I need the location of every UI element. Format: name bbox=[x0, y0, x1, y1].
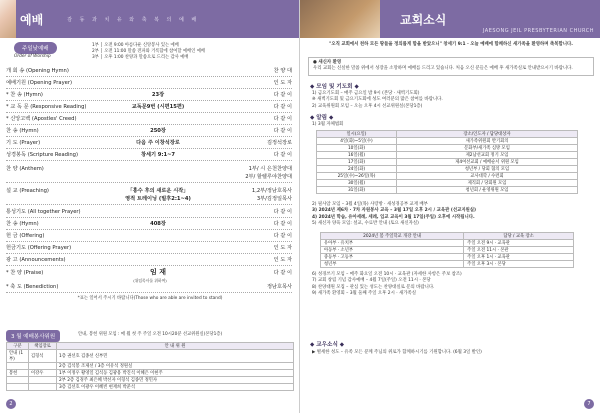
sunday-school-table bbox=[320, 232, 574, 268]
table-row: 24일(화) 청년부 / 당회 협의 모임 bbox=[317, 166, 578, 173]
table-row: 2부 2층 김경주 최은혜 박선자 이형석 김종민 정민자 bbox=[7, 377, 294, 384]
worship-row: * 교 독 문 (Responsive Reading) 교독문9번 (시편15편) 다 같 이 bbox=[6, 102, 292, 113]
worship-row: * 찬 양 (Praise) 임 재 다 같 이 bbox=[6, 268, 292, 277]
meetings-list bbox=[312, 91, 594, 110]
servant-note: 안내, 봉헌 위원 모임 : 매 월 첫 주 주일 오전 10시20분 선교위원실(본당1층) bbox=[78, 332, 223, 337]
worship-times bbox=[92, 43, 292, 61]
table-header-row: 일시(요일) 장소/인도자 / 담당대상자 bbox=[317, 131, 578, 138]
members-text: ▶ 별세한 성도 – 유족 모든 분께 주님의 위로가 함께하시기를 기원합니다. (6월 3일 발인) bbox=[312, 350, 482, 355]
list-item: ※ 새벽기도회 및 금요기도회에 성도 여러분의 많은 참여를 바랍니다. bbox=[312, 97, 443, 103]
table-row: 3층 김선호 이광우 이혜빈 현재희 박준석 bbox=[7, 384, 294, 391]
time-1: 1부 │ 오전 9:00 아름다운 신앙봉사 있는 예배 bbox=[92, 43, 179, 48]
list-item: 6) 성경쓰기 모임 – 매주 화요일 오전 10시 · 교육관 (자세한 사항은 주보 참조) bbox=[312, 272, 462, 277]
table-row: 봉헌 이강우 1부 이정우 황영일 김석동 김광용 박진석 이혜은 이현주 bbox=[7, 370, 294, 377]
worship-row: * 찬 송 (Hymn) 23장 다 같 이 bbox=[6, 90, 292, 101]
worship-row: 예배기원 (Opening Prayer) 인 도 자 bbox=[6, 78, 292, 89]
worship-row: 설 교 (Preaching) 「홍수 후의 새로운 시작」 1,2부/정남호목사 bbox=[6, 187, 292, 194]
left-header bbox=[0, 0, 299, 38]
notice-list bbox=[312, 202, 594, 227]
table-row: 17일(화) 제4여선교회 / 예배순서 위원 모임 bbox=[317, 159, 578, 166]
list-item: 8) 찬양대원 모집 – 관심 있는 성도는 찬양대실로 문의 바랍니다. bbox=[312, 284, 435, 290]
worship-row: 개 회 송 (Opening Hymn) 찬 양 대 bbox=[6, 66, 292, 77]
list-item: 2) 교육위원회 모임 – 오늘 오후 4시 선교위원실(본당1층) bbox=[312, 103, 423, 109]
worship-row: 영적 트레이닝 (빌후2:1~4) 3부/김정일목사 bbox=[6, 194, 292, 205]
table-row: 청년부 주일 오후 3시 · 본당 bbox=[321, 261, 574, 268]
page-title: 교회소식 bbox=[400, 12, 447, 27]
worship-row: * 신앙고백 (Apostles' Creed) 다 같 이 bbox=[6, 114, 292, 125]
servant-pill: 3 월 예배봉사위원 bbox=[6, 330, 60, 342]
table-header-row: 2024년 봄 주일학교 개강 안내 담당 / 교육 장소 bbox=[321, 233, 574, 240]
table-row: 아동부 · 소년부 주일 오전 11시 · 본관 bbox=[321, 247, 574, 254]
table-row: 16일(월) 제2남선교회 정기 모임 bbox=[317, 152, 578, 159]
page-number: 2 bbox=[6, 399, 16, 409]
right-header bbox=[300, 0, 600, 38]
notice-list-2 bbox=[312, 272, 594, 297]
table-row: 25일(수)~26일(목) 교사대학 / 수련회 bbox=[317, 173, 578, 180]
worship-row: 헌금기도 (Offering Prayer) 인 도 자 bbox=[6, 243, 292, 254]
worship-row: 찬 양 (Anthem) 1부/ 시 은천찬양대 bbox=[6, 165, 292, 172]
list-item: 9) 새가족 환영회 – 3월 둘째 주일 오후 2시 · 새가족실 bbox=[312, 290, 416, 296]
praise-note: (위임목사를 위하여) bbox=[133, 278, 167, 283]
time-2: 2부 │ 오전 11:00 말씀 전파와 거룩함에 참여할 예배인 예배 bbox=[92, 49, 206, 54]
table-row: 2층 김석봉 조제선 / 3층 이유석 정원실 bbox=[7, 363, 294, 370]
notice-sub: 1) 3월 자체법회 bbox=[312, 122, 344, 127]
worship-row: 기 도 (Prayer) 다음 주 이창석장로 김정석장로 bbox=[6, 138, 292, 149]
section-meetings: ◆ 모임 및 기도회 ◆ bbox=[310, 84, 359, 90]
order-label: Order of Worship bbox=[14, 54, 51, 59]
table-row: 중등부 · 고등부 주일 오후 1시 · 교육관 bbox=[321, 254, 574, 261]
news-label: ● 새신자 환영 bbox=[313, 60, 342, 65]
page-subtitle: 감 동 과 치 유 와 축 복 의 예 배 bbox=[67, 16, 200, 23]
right-page bbox=[300, 0, 600, 413]
news-text: 우리 교회는 신실한 말씀 위에서 성장을 소망하며 예배를 드리고 있습니다. 처음 오신 분들은 예배 후 새가족실로 안내받으시기 바랍니다. bbox=[313, 66, 573, 72]
intro-verse: "오직 교회에서 천하 모든 땅들을 정의롭게 함을 받았으니" 창세기 9:1 · 오늘 예배에 함께하신 새가족을 환영하며 축복합니다. bbox=[329, 42, 573, 47]
worship-row: 찬 송 (Hymn) 250장 다 같 이 bbox=[6, 126, 292, 137]
servant-table bbox=[6, 342, 294, 391]
worship-row: 헌 금 (Offering) 다 같 이 bbox=[6, 231, 292, 242]
standing-footnote: *표는 일어서 주시기 바랍니다(Those who are able are invited to stand) bbox=[77, 296, 223, 301]
page-title: 예배 bbox=[20, 12, 44, 27]
worship-row: * 축 도 (Benediction) 정남호목사 bbox=[6, 282, 292, 293]
newcomer-box bbox=[308, 57, 594, 76]
table-row: 4일(화)~5일(수) 새가족위원회 반기회의 bbox=[317, 138, 578, 145]
list-item: 4) 2024년 학습, 유아세례, 세례, 입교 교육이 3월 17일(주일) 오후에 시작됩니다. bbox=[312, 214, 475, 220]
table-row: 30일(월) 제직회 / 당회원 모임 bbox=[317, 180, 578, 187]
church-name: JAESONG JEIL PRESBYTERIAN CHURCH bbox=[482, 28, 594, 34]
schedule-table bbox=[316, 130, 578, 194]
page-number: 7 bbox=[584, 399, 594, 409]
table-header-row: 구분 책임장로 안 내 위 원 bbox=[7, 343, 294, 350]
table-row: 유아부 · 유치부 주일 오전 9시 · 교육관 bbox=[321, 240, 574, 247]
table-row: 안내 (1부) 김형석 1층 권선호 김종선 신부민 bbox=[7, 350, 294, 363]
section-members: ◆ 교우소식 ◆ bbox=[310, 342, 345, 348]
time-3: 3부 │ 오후 1:00 찬양과 말씀으로 드리는 감사 예배 bbox=[92, 55, 189, 60]
worship-pill: 주일낮예배 bbox=[14, 42, 57, 54]
list-item: 2) 필사암 모임 – 3월 4일(목) 사랑방 · 새성경공부 교재 배부 bbox=[312, 202, 428, 207]
worship-row: 찬 송 (Hymn) 408장 다 같 이 bbox=[6, 219, 292, 230]
list-item: 5) 새신자 양육 모임: 설교, 수료반 안내 (토요 새신자실) bbox=[312, 220, 419, 226]
list-item: 1) 금요기도회 – 매주 금요일 밤 9시 (본당 · 새벽기도회) bbox=[312, 91, 420, 96]
worship-row: 광 고 (Announcements) 인 도 자 bbox=[6, 255, 292, 266]
section-notice: ◆ 알림 ◆ bbox=[310, 115, 334, 121]
worship-row: 2부/ 할렐루야찬양대 bbox=[6, 172, 292, 183]
worship-row: 성경봉독 (Scripture Reading) 창세기 9:1~7 다 같 이 bbox=[6, 150, 292, 161]
table-row: 31일(화) 청년회 / 운영위원 모임 bbox=[317, 187, 578, 194]
list-item: 7) 교회 창립 기념 감사예배 – 4월 7일(주일) 오전 11시 · 본당 bbox=[312, 278, 431, 284]
table-row: 10일(화) 문화부/새가족 심방 모임 bbox=[317, 145, 578, 152]
header-photo bbox=[300, 0, 380, 38]
worship-row: 통성기도 (All together Prayer) 다 같 이 bbox=[6, 207, 292, 218]
list-item: 3) 2024년 제6차 · 7차 자원봉사 교육 – 3월 17일 오후 2시 / 교육관 (선교지원실) bbox=[312, 208, 477, 214]
header-photo bbox=[0, 0, 16, 38]
